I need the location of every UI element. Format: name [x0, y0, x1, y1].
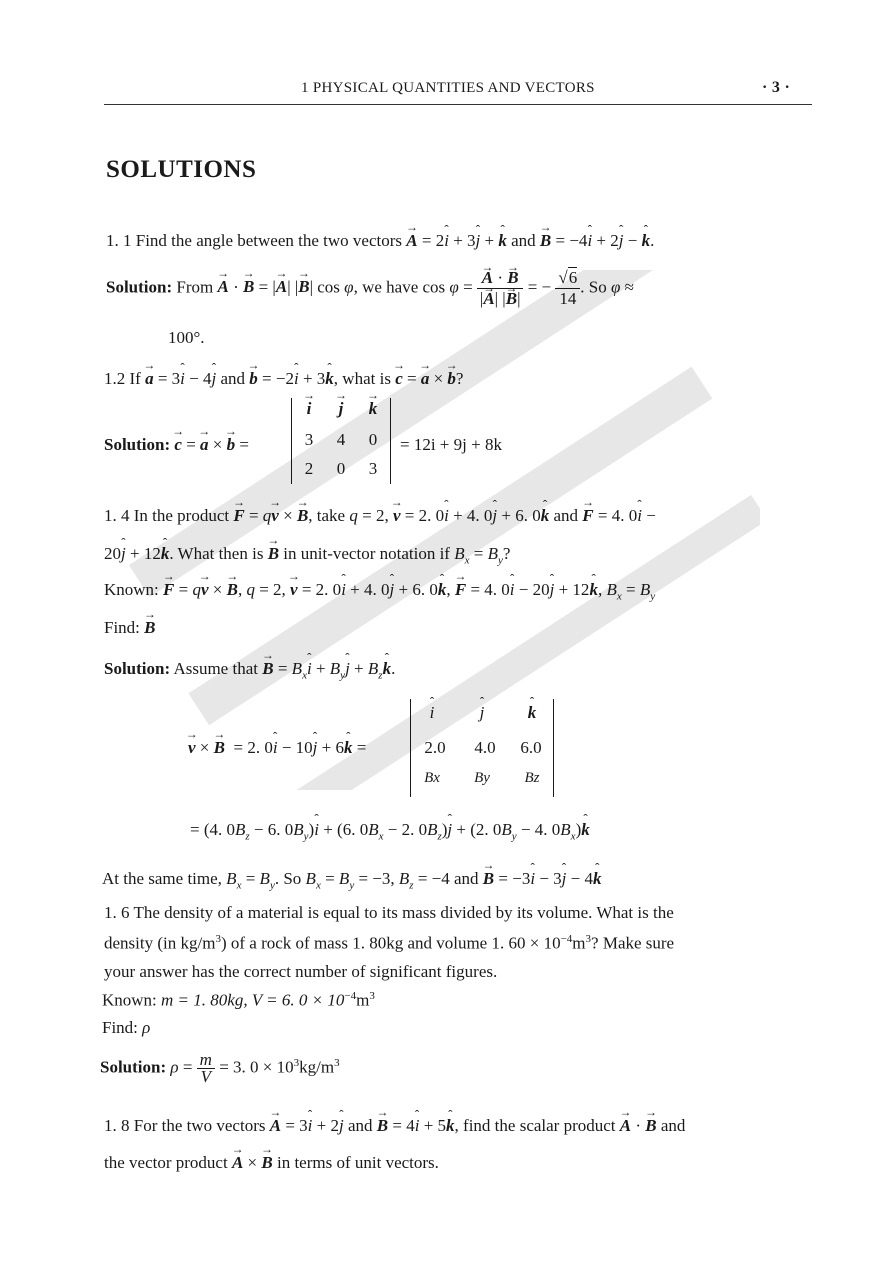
problem-1-6-known: Known: m = 1. 80kg, V = 6. $0 \times 10^{-4}m^3$: [102, 990, 375, 1010]
determinant-1-2: [291, 398, 391, 484]
problem-1-4-expansion: = (4. $0B_z - 6$. $0B_y)ˆ$ i + (6. $0B_x - 2$. $0B_z)ˆ$ j + (2. $0B_y - 4$. $0B_x)ˆ$ k: [190, 820, 590, 842]
problem-1-1-solution: Solution: From → A · → B = |→ A| |→ B| cos φ, we have cos φ = → $\frac{A \cdot \to B}{|\to A| |\to B|}$ = − $\frac{√6}{14}$ . So φ ≈: [106, 268, 634, 309]
problem-1-8-line-2: the vector product → A × → B in terms of unit vectors.: [104, 1153, 439, 1173]
problem-1-6-line-1: 1. 6 The density of a material is equal to its mass divided by its volume. What is the: [104, 903, 674, 922]
det-cell: 3: [304, 430, 314, 449]
running-header: 1 PHYSICAL QUANTITIES AND VECTORS: [301, 80, 595, 96]
problem-1-6-line-3: your answer has the correct number of significant figures.: [104, 962, 498, 981]
det-cell: 3: [368, 459, 378, 478]
det-cell: ˆ k: [515, 703, 549, 723]
det-cell: 4: [336, 430, 346, 449]
header-rule: [104, 104, 812, 105]
problem-1-2-result: = 12i + 9j + 8k: [400, 435, 502, 454]
page-number: · 3 ·: [762, 79, 791, 96]
det-cell: → k: [356, 399, 390, 419]
problem-1-2-statement: 1.2 If → a = 3ˆ i − 4ˆ j and → b = −2ˆ i + 3ˆ k, what is → c = → a × → b?: [104, 369, 463, 389]
problem-1-4-statement-line-2: 20ˆ j + 12ˆ k. What then is → B in unit-vector notation if $B_x = B_y$?: [104, 544, 510, 566]
section-title: SOLUTIONS: [106, 156, 257, 183]
problem-1-4-solution-assume: Solution: Assume that → $B = B_xˆ$ $i + B_yˆ$ $j + B_zˆ$ k.: [104, 659, 395, 681]
det-cell: Bz: [524, 770, 540, 786]
problem-1-1-statement: 1. 1 Find the angle between the two vectors → A = 2ˆ i + 3ˆ j + ˆ k and → B = −4ˆ i + 2ˆ j − ˆ k.: [106, 231, 654, 251]
problem-1-4-statement-line-1: 1. 4 In the product → F = q→ v × → B, take q = 2, → v = 2. 0ˆ i + 4. 0ˆ j + 6. 0ˆ k and → F = 4. 0ˆ i −: [104, 506, 656, 526]
det-cell: 2: [304, 459, 314, 478]
problem-1-4-find: Find: → B: [104, 618, 156, 638]
det-cell: 0: [336, 459, 346, 478]
det-cell: ˆ j: [465, 703, 499, 723]
problem-1-4-answer: At the same time, $B_x = B_y$. So $B_x = B_y = -3$, $B_z = -4$ and → B = −3ˆ i − 3ˆ j − 4ˆ k: [102, 869, 601, 891]
det-cell: 2.0: [424, 738, 446, 757]
problem-1-4-known: Known: → F = q→ v × → B, q = 2, → v = 2. 0ˆ i + 4. 0ˆ j + 6. 0ˆ k, → F = 4. 0ˆ i − 20ˆ j + 12ˆ k, $B_x = B_y$: [104, 580, 655, 602]
det-cell: ˆ i: [415, 703, 449, 723]
det-cell: 0: [368, 430, 378, 449]
det-cell: 6.0: [520, 738, 542, 757]
problem-1-1-result: 100°.: [168, 328, 205, 347]
det-cell: Bx: [424, 770, 440, 786]
determinant-1-4: [410, 699, 554, 797]
problem-1-8-line-1: 1. 8 For the two vectors → A = 3ˆ i + 2ˆ j and → B = 4ˆ i + 5ˆ k, find the scalar product → A · → B and: [104, 1116, 685, 1136]
problem-1-4-cross-product: → v × → B = 2. 0ˆ i − 10ˆ j + 6ˆ k =: [188, 738, 366, 758]
det-cell: → i: [292, 399, 326, 419]
problem-1-2-solution: Solution: → c = → a × → b =: [104, 435, 249, 455]
det-cell: → j: [324, 399, 358, 419]
problem-1-6-solution: Solution: ρ = $\frac{m}{V}$ = 3. $0 \times 10^3kg/m^3$: [100, 1050, 340, 1086]
det-cell: By: [474, 770, 490, 786]
problem-1-6-find: Find: ρ: [102, 1018, 151, 1037]
det-cell: 4.0: [474, 738, 496, 757]
problem-1-6-line-2: density (in $kg/m^3$) of a rock of mass 1. 80kg and volume 1. $60 \times 10^{-4}m^3$? Make sure: [104, 933, 675, 953]
